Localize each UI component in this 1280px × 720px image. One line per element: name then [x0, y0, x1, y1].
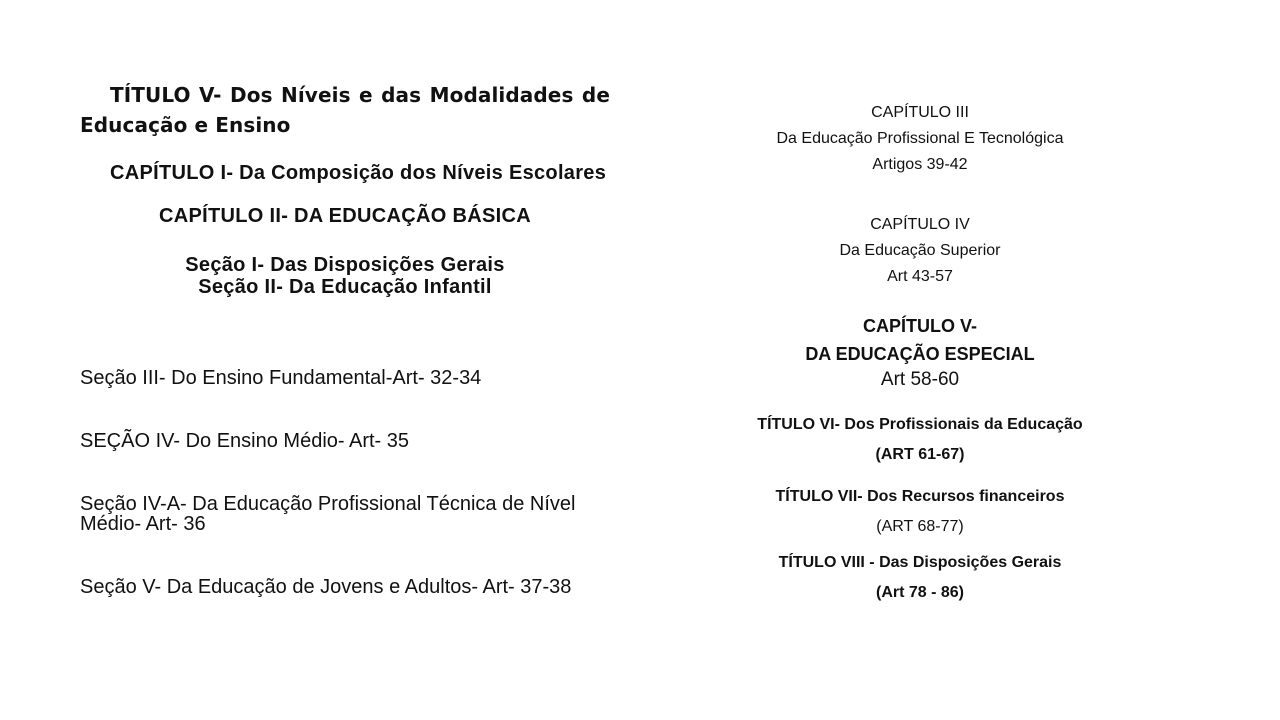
right-column: [690, 100, 1150, 608]
capitulo-i-heading: CAPÍTULO I- Da Composição dos Níveis Escolares: [110, 162, 607, 184]
capitulo-iii-subtitle: Da Educação Profissional E Tecnológica: [776, 130, 1064, 147]
capitulo-v-articles: Art 58-60: [880, 369, 960, 390]
secao-iv-text: SEÇÃO IV- Do Ensino Médio- Art- 35: [80, 430, 410, 452]
capitulo-iv-heading: CAPÍTULO IV: [870, 216, 970, 233]
capitulo-iii-block: [690, 100, 1150, 178]
left-column: [80, 80, 610, 597]
capitulo-v-subtitle: DA EDUCAÇÃO ESPECIAL: [805, 344, 1035, 364]
capitulo-v-heading: CAPÍTULO V-: [862, 316, 977, 336]
secao-iii-text: Seção III- Do Ensino Fundamental-Art- 32-34: [80, 367, 482, 389]
titulo-vi-articles: (ART 61-67): [875, 446, 965, 463]
secao-ii-heading: Seção II- Da Educação Infantil: [198, 276, 492, 298]
secao-iv-a-text: Seção IV-A- Da Educação Profissional Técnica de Nível Médio- Art- 36: [80, 493, 576, 535]
capitulo-iii-articles: Artigos 39-42: [872, 156, 968, 173]
capitulo-iii-heading: CAPÍTULO III: [871, 104, 969, 121]
titulo-vii-articles: (ART 68-77): [876, 518, 964, 535]
secao-i-heading: Seção I- Das Disposições Gerais: [185, 254, 505, 276]
titulo-viii-heading: TÍTULO VIII - Das Disposições Gerais: [778, 554, 1062, 571]
capitulo-v-block: [690, 312, 1150, 392]
titulo-vi-block: [690, 410, 1150, 470]
titulo-v-heading: TÍTULO V- Dos Níveis e das Modalidades de Educação e Ensino: [80, 83, 610, 137]
secao-v-text: Seção V- Da Educação de Jovens e Adultos- Art- 37-38: [80, 576, 572, 598]
capitulo-ii-heading: CAPÍTULO II- DA EDUCAÇÃO BÁSICA: [159, 205, 531, 227]
titulo-vii-block: [690, 482, 1150, 542]
titulo-viii-articles: (Art 78 - 86): [875, 584, 965, 601]
capitulo-iv-subtitle: Da Educação Superior: [839, 242, 1001, 259]
titulo-viii-block: [690, 548, 1150, 608]
capitulo-iv-articles: Art 43-57: [887, 268, 953, 285]
titulo-vii-heading: TÍTULO VII- Dos Recursos financeiros: [775, 488, 1065, 505]
capitulo-iv-block: [690, 212, 1150, 290]
titulo-vi-heading: TÍTULO VI- Dos Profissionais da Educação: [757, 416, 1083, 433]
